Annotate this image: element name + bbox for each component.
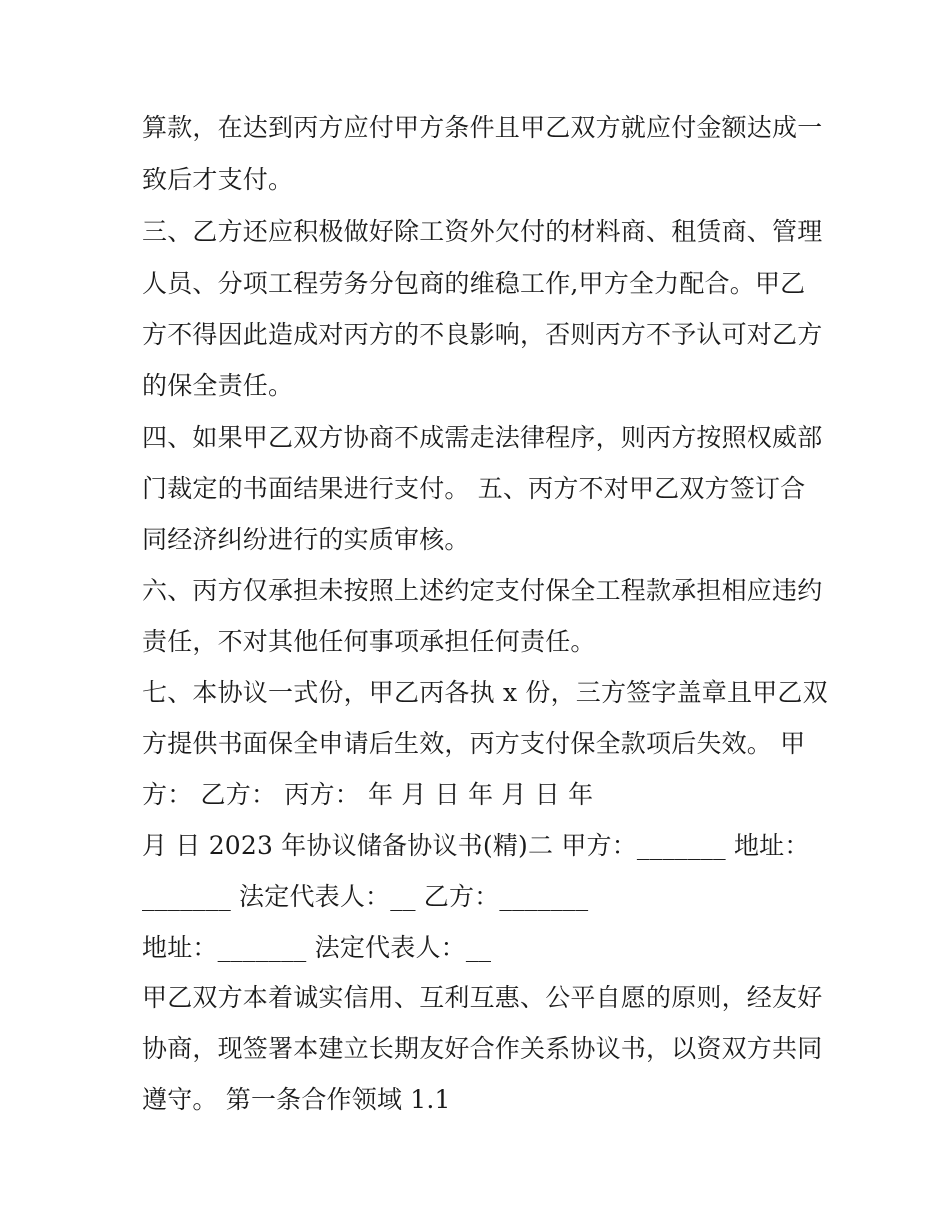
text-line: 算款，在达到丙方应付甲方条件且甲乙双方就应付金额达成一 bbox=[142, 113, 823, 142]
text-line: 的保全责任。 bbox=[142, 371, 294, 400]
text-line: 四、如果甲乙双方协商不成需走法律程序，则丙方按照权威部 bbox=[142, 423, 823, 452]
text-line: 人员、分项工程劳务分包商的维稳工作,甲方全力配合。甲乙 bbox=[142, 269, 806, 298]
text-line: 月 日 2023 年协议储备协议书(精)二 甲方：_______ 地址： bbox=[142, 831, 810, 860]
text-line: 责任，不对其他任何事项承担任何责任。 bbox=[142, 627, 596, 656]
text-line: 方不得因此造成对丙方的不良影响，否则丙方不予认可对乙方 bbox=[142, 320, 823, 349]
text-line: 方： 乙方： 丙方： 年 月 日 年 月 日 年 bbox=[142, 780, 594, 809]
text-line: 甲乙双方本着诚实信用、互利互惠、公平自愿的原则，经友好 bbox=[142, 983, 823, 1012]
text-line: 七、本协议一式份，甲乙丙各执 x 份，三方签字盖章且甲乙双 bbox=[142, 678, 828, 707]
text-line: 同经济纠纷进行的实质审核。 bbox=[142, 525, 470, 554]
text-line: 三、乙方还应积极做好除工资外欠付的材料商、租赁商、管理 bbox=[142, 217, 823, 246]
text-line: 致后才支付。 bbox=[142, 165, 294, 194]
text-line: 六、丙方仅承担未按照上述约定支付保全工程款承担相应违约 bbox=[142, 576, 823, 605]
text-line: 方提供书面保全申请后生效，丙方支付保全款项后失效。 甲 bbox=[142, 729, 806, 758]
text-line: 地址：_______ 法定代表人：__ bbox=[142, 933, 492, 962]
text-line: 遵守。 第一条合作领域 1.1 bbox=[142, 1085, 451, 1114]
text-line: 协商，现签署本建立长期友好合作关系协议书，以资双方共同 bbox=[142, 1034, 823, 1063]
text-line: 门裁定的书面结果进行支付。 五、丙方不对甲乙双方签订合 bbox=[142, 474, 806, 503]
text-line: _______ 法定代表人：__ 乙方：_______ bbox=[142, 882, 589, 911]
